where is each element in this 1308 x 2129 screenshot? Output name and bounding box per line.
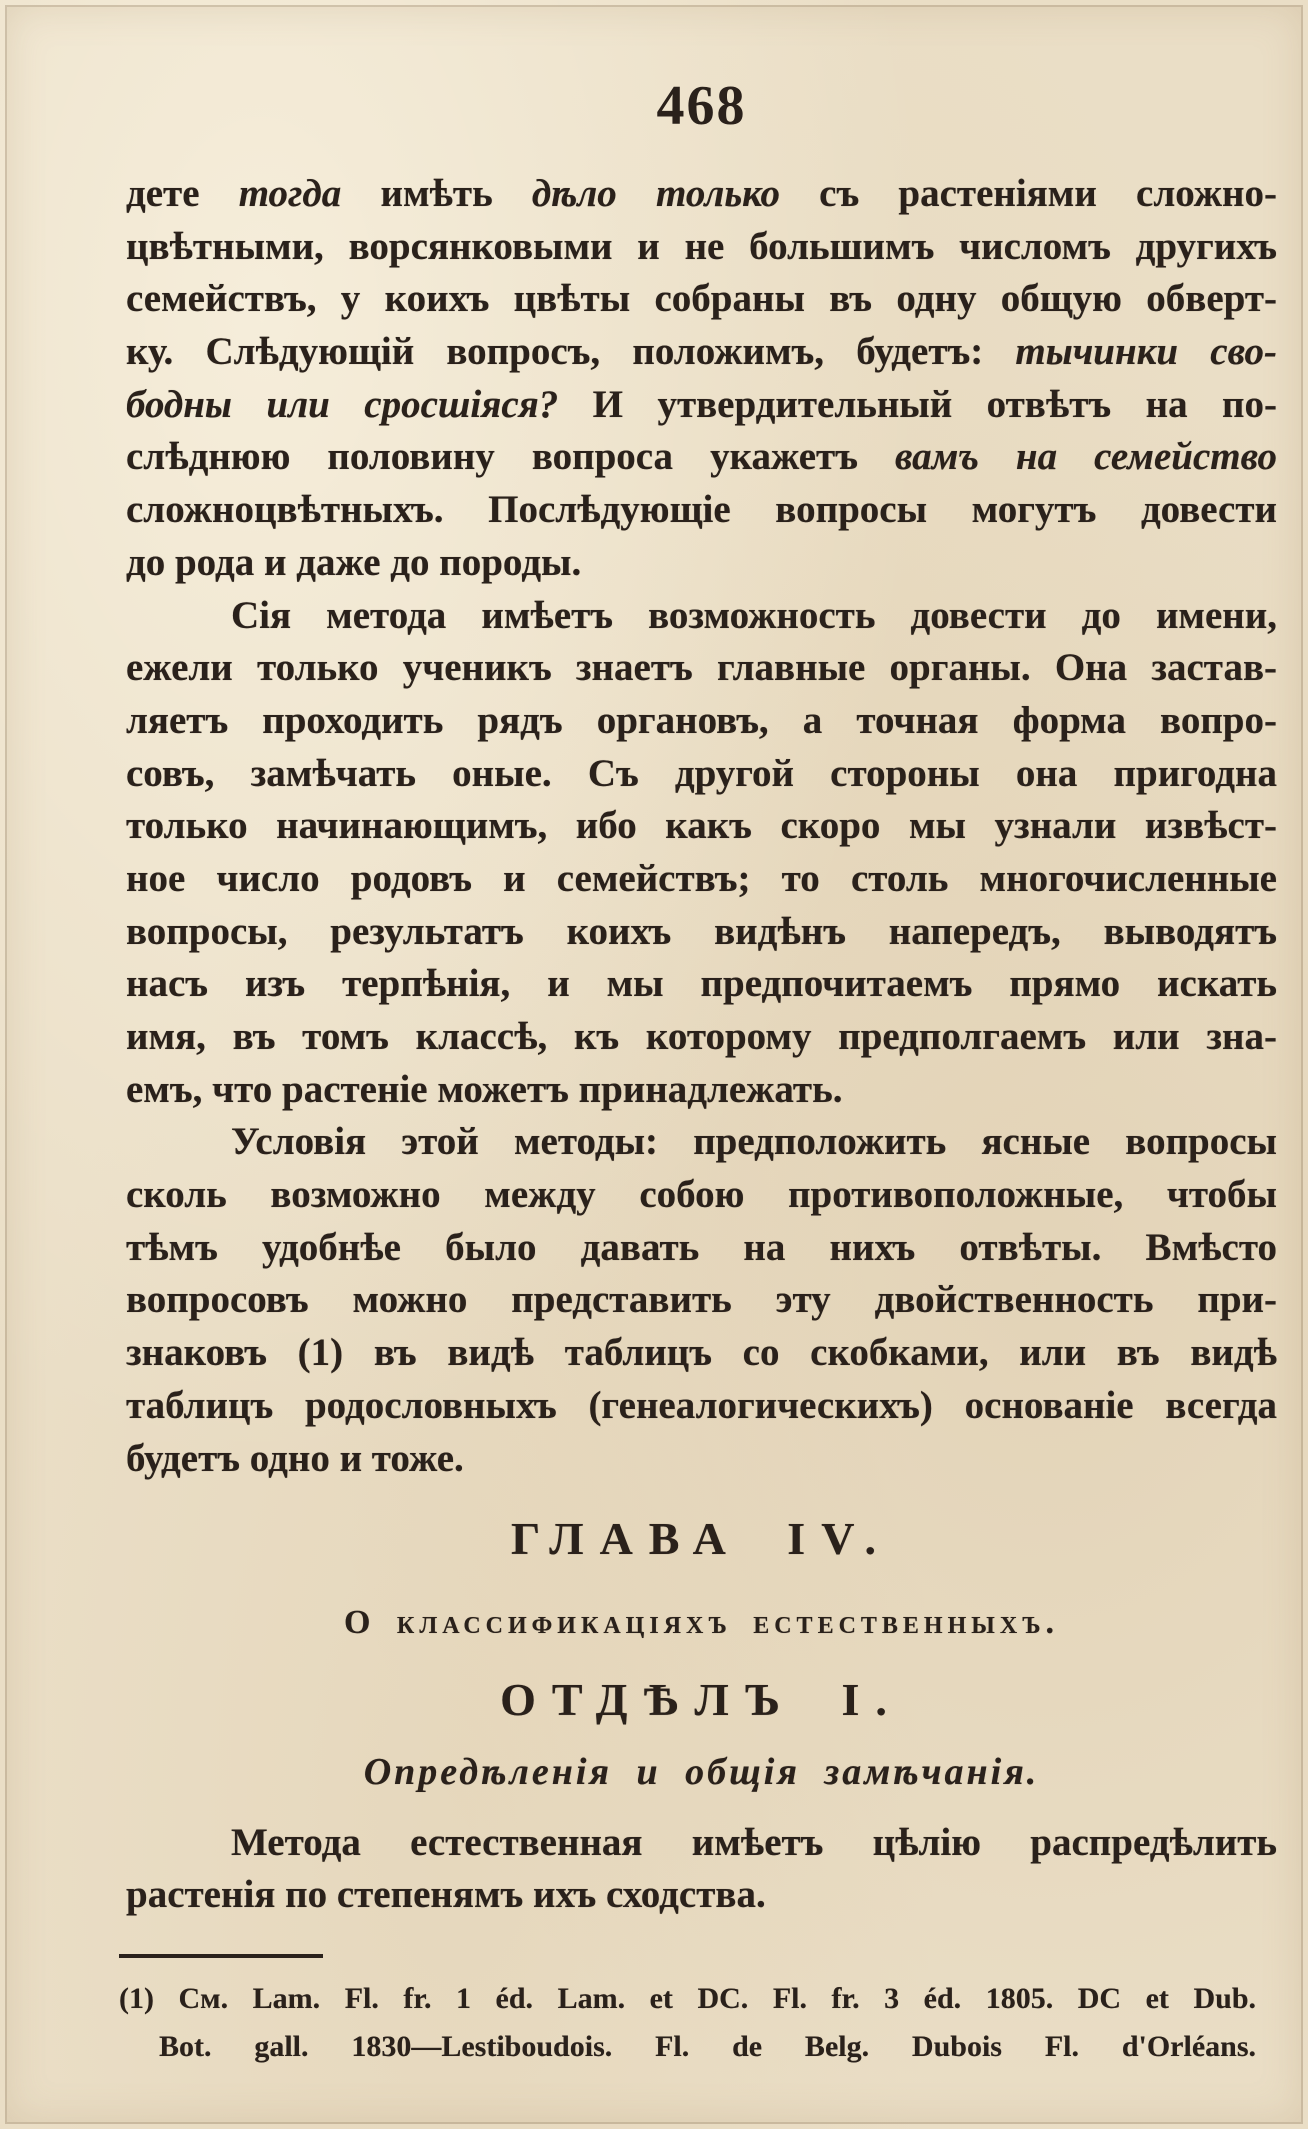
text-line	[126, 326, 1277, 379]
footnote	[119, 1975, 1256, 2071]
section-title: Опредѣленія и общія замѣчанія.	[363, 1751, 1040, 1793]
text-line: вопросы, результатъ коихъ видѣнъ напередъ, выводятъ	[126, 909, 1277, 953]
text-segment: И утвердительный отвѣтъ на по-	[558, 382, 1277, 426]
text-line: до рода и даже до породы.	[126, 540, 582, 584]
paragraph	[126, 1116, 1277, 1485]
text-line: Метода естественная имѣетъ цѣлію распредѣлить	[231, 1821, 1277, 1864]
text-line: знаковъ (1) въ видѣ таблицъ со скобками, или въ видѣ	[126, 1331, 1277, 1375]
paragraph	[126, 590, 1277, 1117]
page-number: 468	[656, 75, 747, 137]
text-line: Сія метода имѣетъ возможность довести до имени,	[231, 593, 1277, 637]
text-segment: имѣть	[341, 172, 532, 215]
italic-segment: тогда	[238, 172, 342, 215]
paragraph	[126, 168, 1277, 590]
text-line: Условія этой методы: предположить ясные вопросы	[231, 1120, 1277, 1164]
chapter-heading: ГЛАВА IV.	[510, 1513, 893, 1564]
text-line: имя, въ томъ классѣ, къ которому предполгаемъ или зна-	[126, 1015, 1277, 1058]
text-line: вопросовъ можно представить эту двойственность при-	[126, 1278, 1277, 1322]
text-line: таблицъ родословныхъ (генеалогическихъ) основаніе всегда	[126, 1383, 1277, 1427]
text-line: цвѣтными, ворсянковыми и не большимъ числомъ другихъ	[126, 224, 1277, 268]
text-line: растенія по степенямъ ихъ сходства.	[126, 1872, 766, 1916]
text-line: ляетъ проходить рядъ органовъ, а точная форма вопро-	[126, 698, 1277, 742]
paragraph	[126, 1817, 1277, 1920]
text-line	[126, 379, 1277, 432]
text-line: сколь возможно между собою противоположные, чтобы	[126, 1173, 1277, 1217]
text-segment: слѣднюю половину вопроса укажетъ	[126, 435, 895, 479]
text-line: емъ, что растеніе можетъ принадлежать.	[126, 1067, 843, 1111]
text-line: совъ, замѣчать оные. Съ другой стороны она пригодна	[126, 751, 1277, 795]
italic-segment: тычинки сво-	[1015, 330, 1278, 374]
text-line: будетъ одно и тоже.	[126, 1436, 464, 1480]
footnote-line: Bot. gall. 1830—Lestiboudois. Fl. de Belg. Dubois Fl. d'Orléans.	[159, 2030, 1256, 2063]
section-heading: ОТДѢЛЪ I.	[500, 1674, 903, 1725]
text-line: семействъ, у коихъ цвѣты собраны въ одну общую обверт-	[126, 277, 1277, 321]
text-line: только начинающимъ, ибо какъ скоро мы узнали извѣст-	[126, 804, 1277, 848]
footnote-rule	[119, 1954, 323, 1958]
text-line: ное число родовъ и семействъ; то столь многочисленные	[126, 856, 1277, 900]
footnote-line: (1) См. Lam. Fl. fr. 1 éd. Lam. et DC. Fl. fr. 3 éd. 1805. DC et Dub.	[119, 1982, 1256, 2015]
text-line: ежели только ученикъ знаетъ главные органы. Она застав-	[126, 646, 1277, 690]
text-line	[126, 431, 1277, 484]
text-segment: дете	[126, 172, 239, 215]
text-segment: съ растеніями сложно-	[779, 172, 1277, 215]
body-text	[126, 168, 1277, 1485]
italic-segment: дѣло только	[531, 172, 780, 215]
text-line: тѣмъ удобнѣе было давать на нихъ отвѣты. Вмѣсто	[126, 1225, 1277, 1269]
italic-segment: вамъ на семейство	[894, 435, 1278, 479]
body-text-section	[126, 1817, 1277, 1920]
text-line: насъ изъ терпѣнія, и мы предпочитаемъ прямо искать	[126, 962, 1277, 1006]
text-line	[126, 168, 1277, 221]
text-segment: ку. Слѣдующій вопросъ, положимъ, будетъ:	[126, 330, 1016, 374]
text-line: сложноцвѣтныхъ. Послѣдующіе вопросы могутъ довести	[126, 488, 1277, 532]
italic-segment: бодны или сросшіяся?	[126, 382, 559, 426]
chapter-title: О классификаціяхъ естественныхъ.	[343, 1604, 1060, 1641]
